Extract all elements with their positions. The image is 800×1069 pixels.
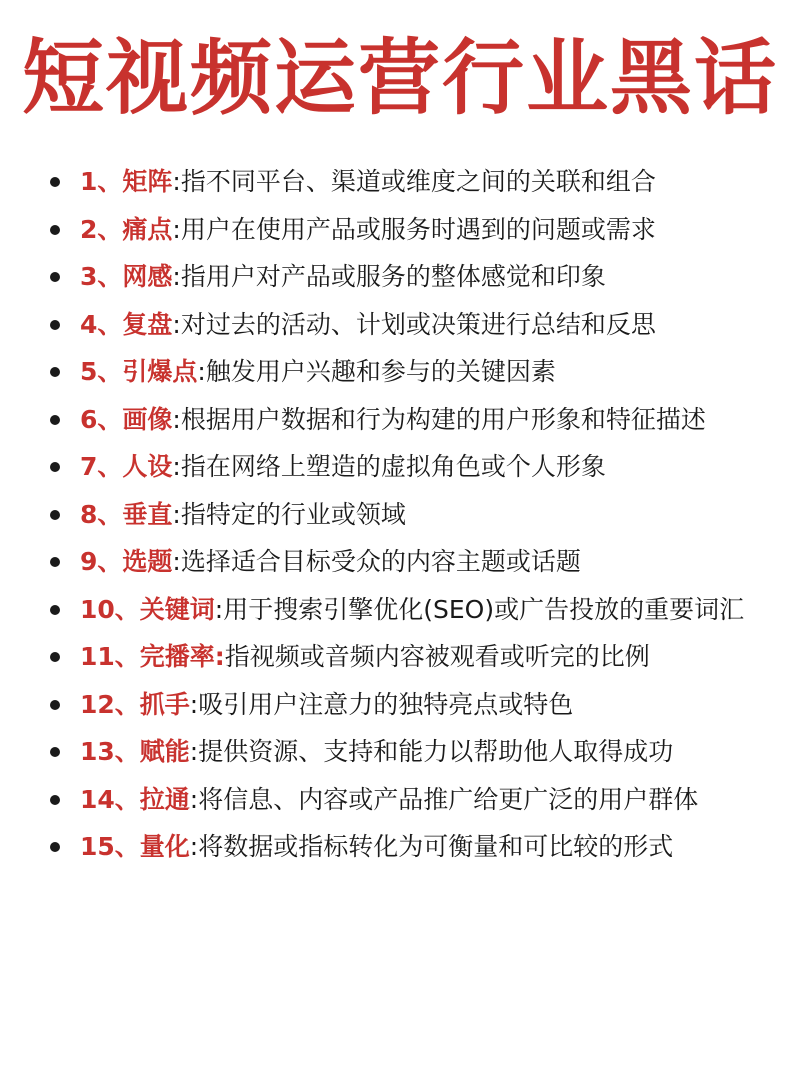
list-item — [40, 348, 760, 396]
bullet-dot-icon — [50, 605, 60, 615]
list-item — [40, 586, 760, 634]
bullet-dot-icon — [50, 795, 60, 805]
item-term: 7、人设 — [80, 452, 173, 481]
bullet-dot-icon — [50, 557, 60, 567]
item-description: 用户在使用产品或服务时遇到的问题或需求 — [180, 214, 656, 244]
list-item — [40, 823, 760, 871]
bullet-dot-icon — [50, 367, 60, 377]
list-item — [40, 158, 760, 206]
list-item — [40, 728, 760, 776]
item-separator: : — [197, 357, 206, 386]
item-description: 指在网络上塑造的虚拟角色或个人形象 — [180, 452, 606, 481]
item-description: 指用户对产品或服务的整体感觉和印象 — [180, 262, 606, 291]
list-item — [40, 491, 760, 539]
item-separator: : — [189, 832, 199, 861]
bullet-dot-icon — [50, 225, 60, 235]
bullet-dot-icon — [50, 842, 60, 852]
item-term: 5、引爆点 — [80, 357, 198, 386]
bullet-dot-icon — [50, 700, 60, 710]
bullet-dot-icon — [50, 747, 60, 757]
item-term: 12、抓手 — [80, 689, 190, 719]
item-term: 14、拉通 — [80, 784, 190, 814]
item-separator: : — [189, 737, 199, 766]
item-separator: : — [172, 404, 181, 434]
list-item — [40, 776, 760, 824]
item-description: 指视频或音频内容被观看或听完的比例 — [224, 642, 650, 671]
list-item — [40, 301, 760, 349]
item-separator: : — [172, 262, 181, 291]
item-description: 对过去的活动、计划或决策进行总结和反思 — [180, 309, 656, 339]
item-separator: : — [214, 594, 224, 624]
item-term: 1、矩阵 — [80, 167, 173, 196]
item-description: 指不同平台、渠道或维度之间的关联和组合 — [180, 167, 656, 196]
item-description: 提供资源、支持和能力以帮助他人取得成功 — [198, 737, 674, 766]
item-separator: : — [189, 689, 199, 719]
item-term: 2、痛点 — [80, 214, 173, 244]
item-term: 13、赋能 — [80, 737, 190, 766]
glossary-list — [40, 158, 760, 871]
list-item — [40, 681, 760, 729]
list-item — [40, 253, 760, 301]
bullet-dot-icon — [50, 510, 60, 520]
page-title: 短视频运营行业黑话 — [21, 30, 778, 126]
list-item — [40, 396, 760, 444]
item-description: 吸引用户注意力的独特亮点或特色 — [198, 689, 574, 719]
item-term: 4、复盘 — [80, 309, 173, 339]
item-description: 根据用户数据和行为构建的用户形象和特征描述 — [180, 404, 706, 434]
item-term: 15、量化 — [80, 832, 190, 861]
item-separator: : — [172, 547, 181, 576]
item-term: 6、画像 — [80, 404, 173, 434]
item-term: 8、垂直 — [80, 499, 173, 529]
item-separator: : — [172, 309, 181, 339]
item-separator: : — [172, 214, 181, 244]
bullet-dot-icon — [50, 462, 60, 472]
item-description: 触发用户兴趣和参与的关键因素 — [205, 357, 556, 386]
list-item — [40, 538, 760, 586]
item-term: 11、完播率: — [80, 642, 225, 671]
item-description: 指特定的行业或领域 — [180, 499, 406, 529]
bullet-dot-icon — [50, 272, 60, 282]
item-term: 3、网感 — [80, 262, 173, 291]
bullet-dot-icon — [50, 320, 60, 330]
bullet-dot-icon — [50, 177, 60, 187]
item-separator: : — [189, 784, 199, 814]
item-term: 9、选题 — [80, 547, 173, 576]
item-separator: : — [172, 167, 181, 196]
item-description: 将数据或指标转化为可衡量和可比较的形式 — [198, 832, 674, 861]
list-item — [40, 633, 760, 681]
bullet-dot-icon — [50, 415, 60, 425]
bullet-dot-icon — [50, 652, 60, 662]
item-description: 将信息、内容或产品推广给更广泛的用户群体 — [198, 784, 699, 814]
item-separator: : — [172, 499, 181, 529]
item-term: 10、关键词 — [80, 594, 215, 624]
item-description: 选择适合目标受众的内容主题或话题 — [180, 547, 581, 576]
list-item — [40, 206, 760, 254]
item-separator: : — [172, 452, 181, 481]
list-item — [40, 443, 760, 491]
item-description: 用于搜索引擎优化(SEO)或广告投放的重要词汇 — [223, 594, 745, 624]
